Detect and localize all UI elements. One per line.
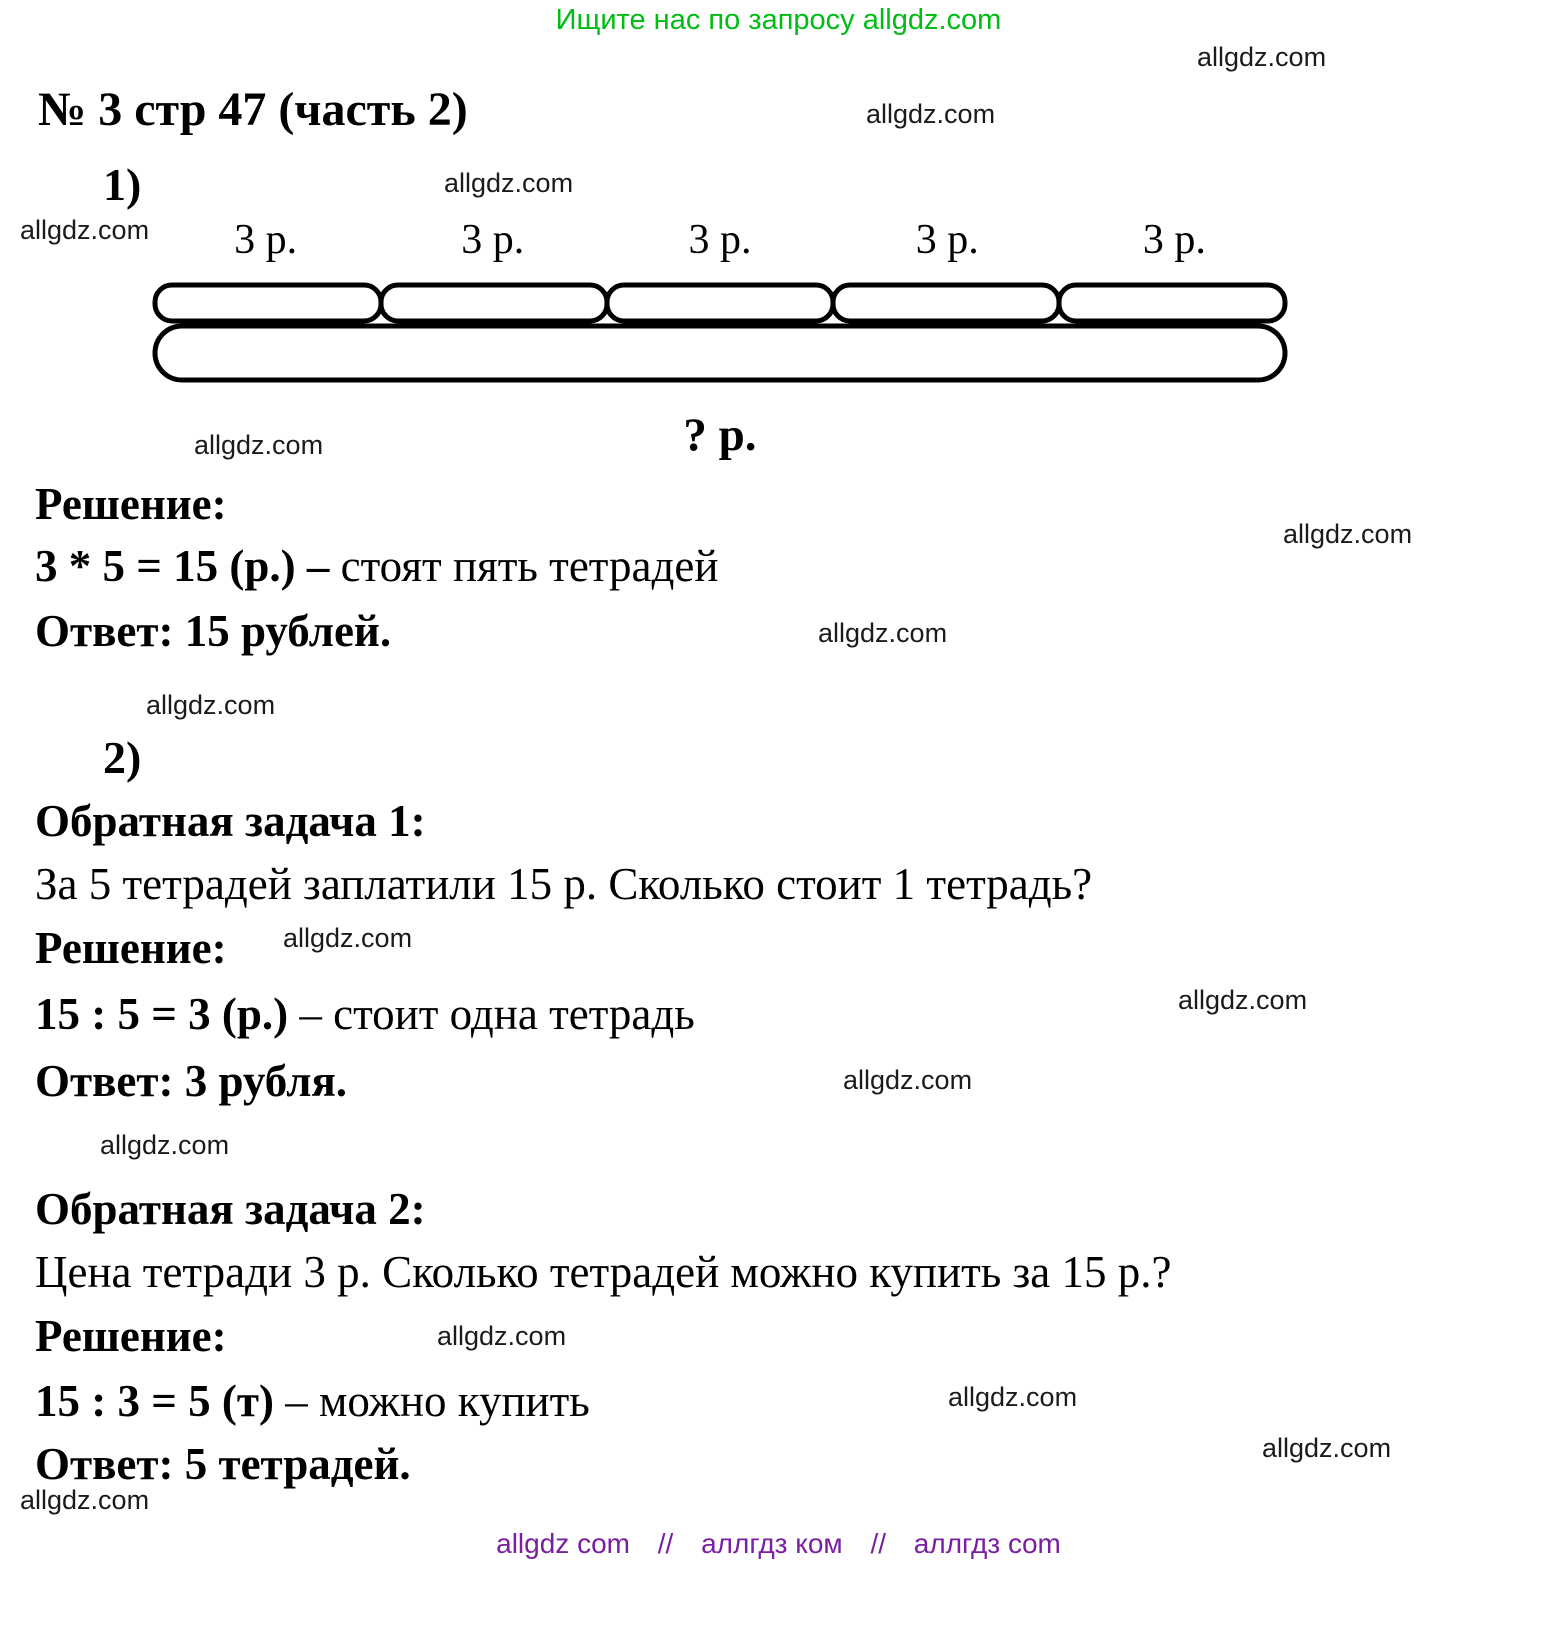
bar-diagram-svg xyxy=(152,282,1288,386)
equation-2-text: – стоит одна тетрадь xyxy=(288,989,695,1039)
segment-labels xyxy=(152,216,1288,264)
watermark: allgdz.com xyxy=(20,215,150,245)
inverse1-problem: За 5 тетрадей заплатили 15 р. Сколько стоит 1 тетрадь? xyxy=(35,859,1093,909)
segment-label: 3 р. xyxy=(461,217,525,263)
watermark: allgdz.com xyxy=(20,1485,150,1515)
equation-3-bold: 15 : 3 = 5 (т) xyxy=(35,1376,274,1426)
section-1-label: 1) xyxy=(103,159,142,210)
equation-1 xyxy=(35,540,718,592)
solution-heading-1: Решение: xyxy=(35,479,227,529)
equation-3 xyxy=(35,1375,590,1427)
footer-separator: // xyxy=(657,1528,674,1559)
watermark: allgdz.com xyxy=(437,1321,567,1351)
equation-2-bold: 15 : 5 = 3 (р.) xyxy=(35,989,289,1039)
equation-3-text: – можно купить xyxy=(273,1376,590,1426)
section-2-label: 2) xyxy=(103,732,142,783)
footer-part: аллгдз com xyxy=(913,1528,1061,1559)
equation-2 xyxy=(35,988,695,1040)
answer-3: Ответ: 5 тетрадей. xyxy=(35,1439,411,1489)
segment-label: 3 р. xyxy=(915,217,979,263)
watermark: allgdz.com xyxy=(1178,985,1308,1015)
site-banner: Ищите нас по запросу allgdz.com xyxy=(555,4,1002,36)
watermark: allgdz.com xyxy=(100,1130,230,1160)
watermark: allgdz.com xyxy=(948,1382,1078,1412)
equation-1-text: стоят пять тетрадей xyxy=(329,541,719,591)
inverse2-heading: Обратная задача 2: xyxy=(35,1184,426,1234)
segment-label: 3 р. xyxy=(688,217,752,263)
site-footer xyxy=(0,1528,1557,1560)
answer-2: Ответ: 3 рубля. xyxy=(35,1056,348,1106)
watermark: allgdz.com xyxy=(1197,42,1327,72)
watermark: allgdz.com xyxy=(818,618,948,648)
segment-label: 3 р. xyxy=(234,217,298,263)
bar-diagram xyxy=(152,282,1288,391)
inverse2-problem: Цена тетради 3 р. Сколько тетрадей можно купить за 15 р.? xyxy=(35,1247,1172,1297)
watermark: allgdz.com xyxy=(444,168,574,198)
footer-part: allgdz com xyxy=(496,1528,630,1559)
inverse1-heading: Обратная задача 1: xyxy=(35,796,426,846)
diagram-total-label: ? р. xyxy=(683,409,757,461)
page-title: № 3 стр 47 (часть 2) xyxy=(38,83,468,136)
solution-heading-3: Решение: xyxy=(35,1311,227,1361)
footer-separator: // xyxy=(870,1528,886,1559)
watermark: allgdz.com xyxy=(1262,1433,1392,1463)
segment-label: 3 р. xyxy=(1142,217,1206,263)
equation-1-bold: 3 * 5 = 15 (р.) – xyxy=(35,541,330,591)
footer-part: аллгдз ком xyxy=(701,1528,843,1559)
watermark: allgdz.com xyxy=(283,923,413,953)
watermark: allgdz.com xyxy=(843,1065,973,1095)
solution-heading-2: Решение: xyxy=(35,923,227,973)
watermark: allgdz.com xyxy=(194,430,324,460)
watermark: allgdz.com xyxy=(1283,519,1413,549)
watermark: allgdz.com xyxy=(866,99,996,129)
watermark: allgdz.com xyxy=(146,690,276,720)
answer-1: Ответ: 15 рублей. xyxy=(35,606,392,656)
